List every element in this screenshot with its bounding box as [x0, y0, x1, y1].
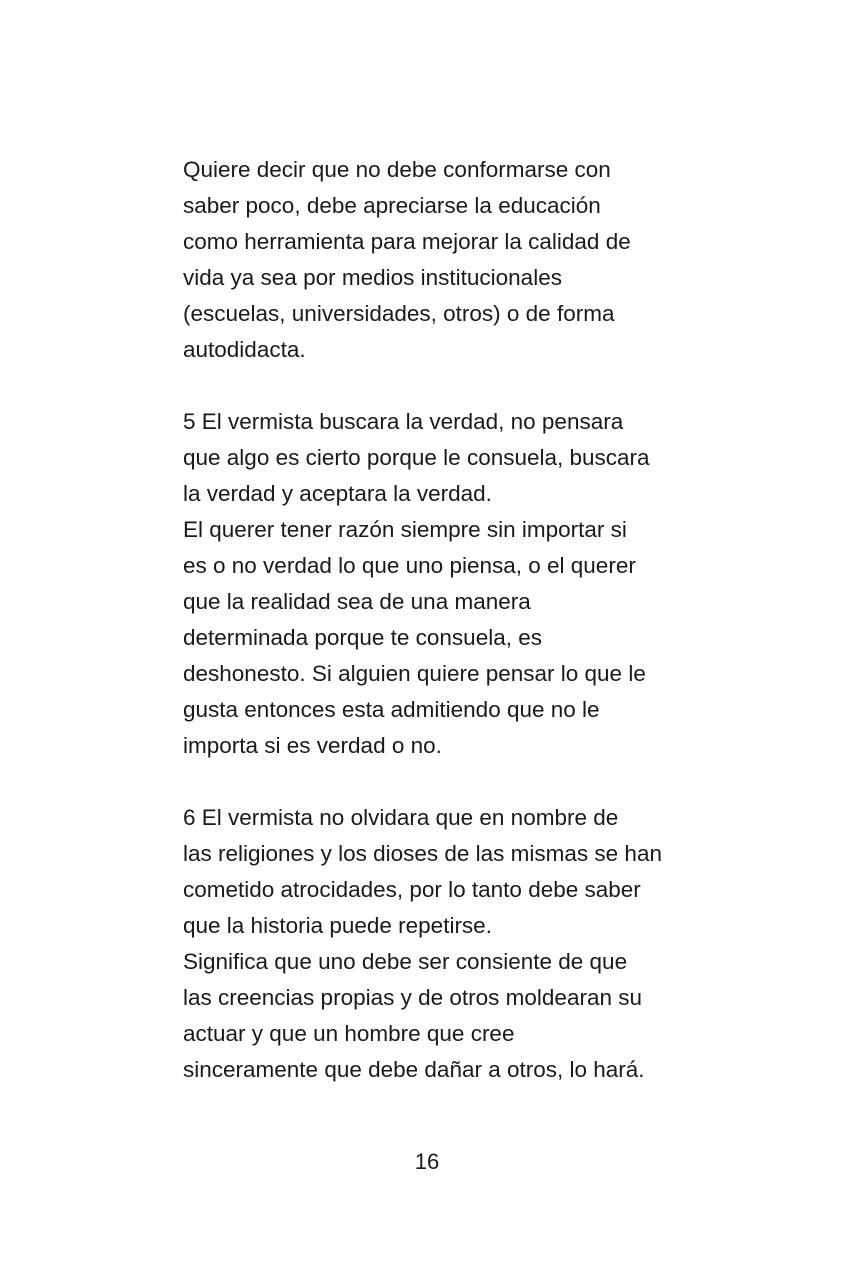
- paragraph-education: [183, 152, 683, 368]
- text-line: 5 El vermista buscara la verdad, no pensara: [183, 409, 624, 434]
- text-line: sinceramente que debe dañar a otros, lo hará.: [183, 1057, 645, 1082]
- paragraph-rule-5: [183, 404, 683, 764]
- text-line: Significa que uno debe ser consiente de que: [183, 949, 628, 974]
- text-line: 6 El vermista no olvidara que en nombre de: [183, 805, 619, 830]
- paragraph-rule-6: [183, 800, 683, 1088]
- body-text: [183, 152, 683, 1088]
- text-line: las creencias propias y de otros moldearan su: [183, 985, 642, 1010]
- text-line: determinada porque te consuela, es: [183, 625, 542, 650]
- text-line: como herramienta para mejorar la calidad de: [183, 229, 631, 254]
- text-line: la verdad y aceptara la verdad.: [183, 481, 492, 506]
- text-line: que la realidad sea de una manera: [183, 589, 531, 614]
- text-line: importa si es verdad o no.: [183, 733, 442, 758]
- text-line: autodidacta.: [183, 337, 306, 362]
- text-line: saber poco, debe apreciarse la educación: [183, 193, 601, 218]
- text-line: que la historia puede repetirse.: [183, 913, 492, 938]
- text-line: (escuelas, universidades, otros) o de forma: [183, 301, 615, 326]
- text-line: cometido atrocidades, por lo tanto debe saber: [183, 877, 641, 902]
- text-line: es o no verdad lo que uno piensa, o el querer: [183, 553, 636, 578]
- text-line: Quiere decir que no debe conformarse con: [183, 157, 611, 182]
- text-line: El querer tener razón siempre sin importar si: [183, 517, 627, 542]
- page-number: 16: [414, 1149, 440, 1174]
- text-line: deshonesto. Si alguien quiere pensar lo que le: [183, 661, 646, 686]
- text-line: que algo es cierto porque le consuela, buscara: [183, 445, 650, 470]
- text-line: vida ya sea por medios institucionales: [183, 265, 562, 290]
- text-line: actuar y que un hombre que cree: [183, 1021, 515, 1046]
- text-line: gusta entonces esta admitiendo que no le: [183, 697, 600, 722]
- paragraph-gap: [183, 764, 683, 800]
- paragraph-gap: [183, 368, 683, 404]
- text-line: las religiones y los dioses de las mismas se han: [183, 841, 662, 866]
